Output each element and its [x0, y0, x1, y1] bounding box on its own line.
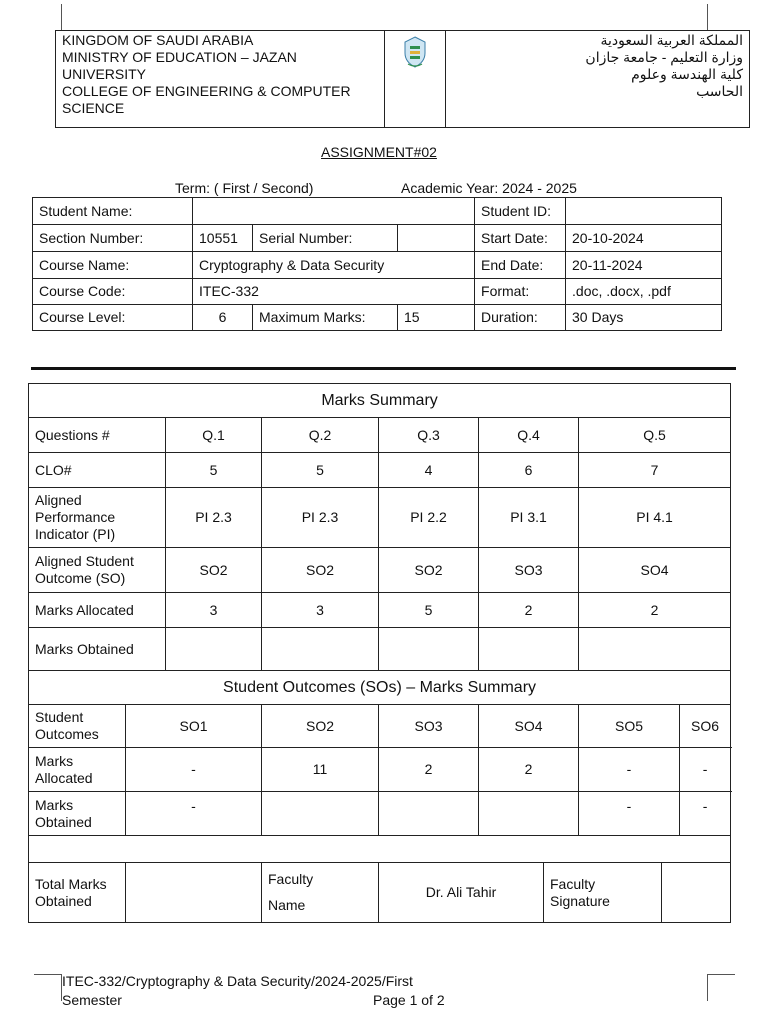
marks-obtained-label: Marks Obtained — [29, 628, 166, 671]
student-outcomes-label: Student Outcomes — [29, 705, 126, 748]
allocated-q4: 2 — [479, 593, 579, 628]
so-obtained-2[interactable] — [262, 792, 379, 836]
section-number-value: 10551 — [193, 225, 253, 252]
student-name-field[interactable] — [193, 198, 475, 225]
question-q3: Q.3 — [379, 418, 479, 453]
term-text: Term: ( First / Second) — [175, 180, 314, 196]
so-q4: SO3 — [479, 548, 579, 593]
header-right-line-1: المملكة العربية السعودية — [600, 32, 743, 48]
so-q3: SO2 — [379, 548, 479, 593]
student-info-table — [32, 197, 722, 331]
footer-line-2: Semester — [62, 992, 122, 1008]
so-label: Aligned Student Outcome (SO) — [29, 548, 166, 593]
so-allocated-1: - — [126, 748, 262, 792]
course-level-label: Course Level: — [33, 305, 193, 331]
pi-q2: PI 2.3 — [262, 488, 379, 548]
section-number-label: Section Number: — [33, 225, 193, 252]
max-marks-value: 15 — [398, 305, 475, 331]
duration-label: Duration: — [475, 305, 566, 331]
course-code-label: Course Code: — [33, 279, 193, 305]
so-allocated-5: - — [579, 748, 680, 792]
student-name-label: Student Name: — [33, 198, 193, 225]
crop-mark-top-left — [61, 4, 62, 30]
total-marks-label: Total Marks Obtained — [29, 863, 126, 923]
clo-q4: 6 — [479, 453, 579, 488]
obtained-q4[interactable] — [479, 628, 579, 671]
format-label: Format: — [475, 279, 566, 305]
header-right-line-2: وزارة التعليم - جامعة جازان — [585, 49, 743, 65]
so-allocated-4: 2 — [479, 748, 579, 792]
header-left-line-1: KINGDOM OF SAUDI ARABIA — [62, 32, 254, 48]
so-marks-allocated-label: Marks Allocated — [29, 748, 126, 792]
so-summary-title: Student Outcomes (SOs) – Marks Summary — [29, 671, 731, 705]
pi-q5: PI 4.1 — [579, 488, 731, 548]
pi-q3: PI 2.2 — [379, 488, 479, 548]
start-date-label: Start Date: — [475, 225, 566, 252]
allocated-q2: 3 — [262, 593, 379, 628]
student-id-label: Student ID: — [475, 198, 566, 225]
obtained-q3[interactable] — [379, 628, 479, 671]
so-obtained-6[interactable]: - — [680, 792, 731, 836]
so-q1: SO2 — [166, 548, 262, 593]
so-q5: SO4 — [579, 548, 731, 593]
serial-number-label: Serial Number: — [253, 225, 398, 252]
course-name-value: Cryptography & Data Security — [193, 252, 475, 279]
footer-page-number: Page 1 of 2 — [373, 992, 445, 1008]
faculty-signature-field[interactable] — [662, 863, 731, 923]
outcome-so6: SO6 — [680, 705, 731, 748]
crop-mark-bottom-right — [707, 974, 735, 1001]
so-allocated-3: 2 — [379, 748, 479, 792]
end-date-label: End Date: — [475, 252, 566, 279]
university-crest-icon — [402, 35, 428, 69]
so-q2: SO2 — [262, 548, 379, 593]
so-obtained-5[interactable]: - — [579, 792, 680, 836]
marks-allocated-label: Marks Allocated — [29, 593, 166, 628]
header-right-line-3: كلية الهندسة وعلوم الحاسب — [631, 66, 743, 99]
clo-q1: 5 — [166, 453, 262, 488]
duration-value: 30 Days — [566, 305, 722, 331]
student-id-field[interactable] — [566, 198, 722, 225]
so-allocated-2: 11 — [262, 748, 379, 792]
outcome-so2: SO2 — [262, 705, 379, 748]
total-marks-field[interactable] — [126, 863, 262, 923]
course-level-value: 6 — [193, 305, 253, 331]
spacer-row — [29, 836, 731, 863]
allocated-q5: 2 — [579, 593, 731, 628]
header-left — [56, 31, 385, 128]
faculty-name-label-line1: Faculty — [268, 871, 314, 887]
header-left-line-3: COLLEGE OF ENGINEERING & COMPUTER SCIENCE — [62, 83, 351, 116]
crop-mark-top-right — [707, 4, 708, 30]
question-q4: Q.4 — [479, 418, 579, 453]
question-q1: Q.1 — [166, 418, 262, 453]
clo-q2: 5 — [262, 453, 379, 488]
question-q5: Q.5 — [579, 418, 731, 453]
allocated-q1: 3 — [166, 593, 262, 628]
faculty-signature-label: Faculty Signature — [544, 863, 662, 923]
question-q2: Q.2 — [262, 418, 379, 453]
outcome-so4: SO4 — [479, 705, 579, 748]
faculty-name-label — [262, 863, 379, 923]
serial-number-field[interactable] — [398, 225, 475, 252]
header-left-line-2: MINISTRY OF EDUCATION – JAZAN UNIVERSITY — [62, 49, 297, 82]
questions-label: Questions # — [29, 418, 166, 453]
so-obtained-3[interactable] — [379, 792, 479, 836]
allocated-q3: 5 — [379, 593, 479, 628]
so-allocated-6: - — [680, 748, 731, 792]
faculty-name-label-line2: Name — [268, 897, 306, 913]
so-obtained-4[interactable] — [479, 792, 579, 836]
marks-summary-title: Marks Summary — [29, 384, 731, 418]
start-date-value: 20-10-2024 — [566, 225, 722, 252]
header-logo-cell — [385, 31, 446, 128]
marks-summary-table — [28, 383, 731, 923]
academic-year-text: Academic Year: 2024 - 2025 — [401, 180, 577, 196]
section-divider — [31, 367, 736, 370]
outcome-so1: SO1 — [126, 705, 262, 748]
so-marks-obtained-label: Marks Obtained — [29, 792, 126, 836]
crop-mark-bottom-left — [34, 974, 62, 1001]
format-value: .doc, .docx, .pdf — [566, 279, 722, 305]
clo-q3: 4 — [379, 453, 479, 488]
obtained-q5[interactable] — [579, 628, 731, 671]
header-table — [55, 30, 750, 128]
end-date-value: 20-11-2024 — [566, 252, 722, 279]
header-right — [446, 31, 750, 128]
faculty-name-value: Dr. Ali Tahir — [379, 863, 544, 923]
max-marks-label: Maximum Marks: — [253, 305, 398, 331]
course-name-label: Course Name: — [33, 252, 193, 279]
obtained-q1[interactable] — [166, 628, 262, 671]
course-code-value: ITEC-332 — [193, 279, 475, 305]
obtained-q2[interactable] — [262, 628, 379, 671]
clo-label: CLO# — [29, 453, 166, 488]
pi-q1: PI 2.3 — [166, 488, 262, 548]
outcome-so3: SO3 — [379, 705, 479, 748]
so-obtained-1[interactable]: - — [126, 792, 262, 836]
outcome-so5: SO5 — [579, 705, 680, 748]
pi-q4: PI 3.1 — [479, 488, 579, 548]
pi-label: Aligned Performance Indicator (PI) — [29, 488, 166, 548]
assignment-title: ASSIGNMENT#02 — [321, 144, 437, 160]
clo-q5: 7 — [579, 453, 731, 488]
footer-line-1: ITEC-332/Cryptography & Data Security/2024-2025/First — [62, 973, 413, 989]
